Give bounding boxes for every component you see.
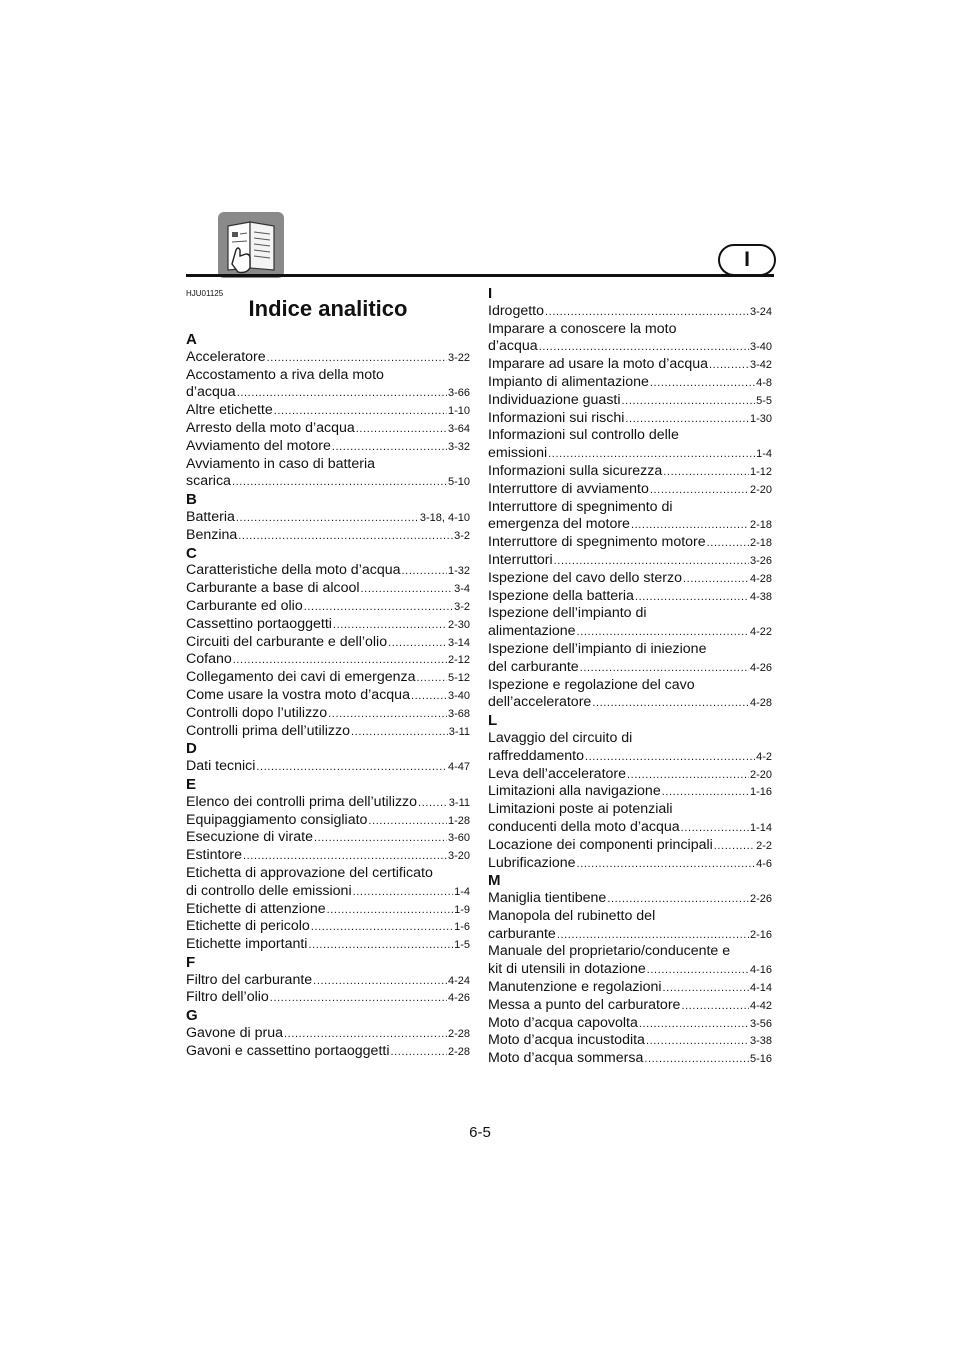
index-entry xyxy=(186,758,470,776)
index-page-ref: 4-26 xyxy=(447,992,470,1005)
index-entry xyxy=(186,829,470,847)
dot-leader xyxy=(308,937,453,955)
index-page-ref: 5-12 xyxy=(447,672,470,685)
dot-leader xyxy=(557,927,749,945)
index-letter-heading: C xyxy=(186,544,197,562)
index-entry-text: Imparare a conoscere la moto xyxy=(488,320,677,337)
index-entry-text: Dati tecnici xyxy=(186,758,256,775)
index-entry-continued xyxy=(186,367,470,385)
dot-leader xyxy=(647,962,749,980)
index-entry xyxy=(488,748,772,766)
index-entry-text: Benzina xyxy=(186,526,238,543)
index-page-ref: 2-18 xyxy=(749,537,772,550)
dot-leader xyxy=(622,393,756,411)
index-entry xyxy=(186,616,470,634)
index-entry-text: Informazioni sui rischi xyxy=(488,409,625,426)
index-letter-heading: G xyxy=(186,1007,198,1025)
index-page-ref: 3-32 xyxy=(447,440,470,453)
index-entry-text: Ispezione dell’impianto di iniezione xyxy=(488,640,707,657)
index-entry-text: Impianto di alimentazione xyxy=(488,373,649,390)
dot-leader xyxy=(650,482,749,500)
index-entry xyxy=(488,979,772,997)
index-entry-continued xyxy=(186,865,470,883)
index-entry-text: Moto d’acqua sommersa xyxy=(488,1050,644,1067)
index-entry-text: Ispezione dell’impianto di xyxy=(488,605,647,622)
index-entry xyxy=(186,901,470,919)
index-entry-text: Maniglia tientibene xyxy=(488,890,607,907)
index-page-ref: 4-2 xyxy=(756,750,772,763)
index-entry-text: Ispezione e regolazione del cavo xyxy=(488,676,695,693)
index-page-ref: 2-18 xyxy=(749,519,772,532)
dot-leader xyxy=(311,919,453,937)
index-entry-continued xyxy=(488,730,772,748)
index-entry-text: Equipaggiamento consigliato xyxy=(186,811,368,828)
index-entry xyxy=(488,1015,772,1033)
index-entry-text: Altre etichette xyxy=(186,402,273,419)
index-entry-continued xyxy=(488,801,772,819)
index-entry xyxy=(488,463,772,481)
index-entry xyxy=(186,402,470,420)
index-page-ref: 4-28 xyxy=(749,572,772,585)
index-page-ref: 3-26 xyxy=(749,554,772,567)
index-page-ref: 2-16 xyxy=(749,928,772,941)
index-entry xyxy=(488,534,772,552)
index-letter-heading: E xyxy=(186,775,197,793)
dot-leader xyxy=(411,688,447,706)
index-entry-text: d’acqua xyxy=(186,384,236,401)
index-entry xyxy=(488,356,772,374)
dot-leader xyxy=(353,884,453,902)
index-entry-text: Lavaggio del circuito di xyxy=(488,729,633,746)
index-entry-text: Locazione dei componenti principali xyxy=(488,836,713,853)
page-title: Indice analitico xyxy=(248,296,408,321)
index-entry xyxy=(488,837,772,855)
index-entry xyxy=(488,392,772,410)
index-entry-text: Informazioni sulla sicurezza xyxy=(488,462,663,479)
dot-leader xyxy=(243,848,447,866)
index-entry-text: Manopola del rubinetto del xyxy=(488,907,656,924)
index-page-ref: 3-18, 4-10 xyxy=(419,511,470,524)
dot-leader xyxy=(232,474,447,492)
index-entry-text: Lubrificazione xyxy=(488,854,576,871)
index-entry-text: Moto d’acqua capovolta xyxy=(488,1014,638,1031)
dot-leader xyxy=(304,599,453,617)
index-page-ref: 2-30 xyxy=(447,618,470,631)
dot-leader xyxy=(356,421,447,439)
index-page-ref: 2-28 xyxy=(447,1045,470,1058)
dot-leader xyxy=(233,652,447,670)
dot-leader xyxy=(548,446,755,464)
index-entry xyxy=(488,570,772,588)
index-page-ref: 3-66 xyxy=(447,387,470,400)
index-entry-text: Esecuzione di virate xyxy=(186,829,313,846)
index-entry-text: alimentazione xyxy=(488,623,576,640)
dot-leader xyxy=(417,670,447,688)
index-page-ref: 1-28 xyxy=(447,814,470,827)
dot-leader xyxy=(267,350,447,368)
index-entry-text: Elenco dei controlli prima dell’utilizzo xyxy=(186,793,418,810)
dot-leader xyxy=(418,795,448,813)
index-entry-text: kit di utensili in dotazione xyxy=(488,961,646,978)
index-letter-heading: B xyxy=(186,491,197,509)
index-page-ref: 4-8 xyxy=(756,376,772,389)
index-column-right xyxy=(488,285,772,1068)
index-entry-continued xyxy=(488,321,772,339)
index-page-ref: 4-26 xyxy=(749,661,772,674)
dot-leader xyxy=(238,528,453,546)
index-entry xyxy=(186,936,470,954)
index-page-ref: 2-28 xyxy=(447,1028,470,1041)
index-page-ref: 2-12 xyxy=(447,654,470,667)
index-entry xyxy=(186,562,470,580)
index-entry xyxy=(186,705,470,723)
dot-leader xyxy=(388,635,447,653)
index-page-ref: 1-32 xyxy=(447,565,470,578)
index-entry-text: Limitazioni poste ai potenziali xyxy=(488,801,673,818)
index-entry xyxy=(488,1032,772,1050)
index-entry-text: Avviamento del motore xyxy=(186,437,331,454)
index-entry-text: Etichetta di approvazione del certificato xyxy=(186,864,433,881)
index-entry-text: Filtro del carburante xyxy=(186,971,313,988)
index-entry xyxy=(488,588,772,606)
index-entry-text: Idrogetto xyxy=(488,302,545,319)
index-entry-text: Circuiti del carburante e dell’olio xyxy=(186,633,388,650)
index-entry xyxy=(186,651,470,669)
index-page-ref: 3-11 xyxy=(448,796,470,809)
index-letter-heading: M xyxy=(488,872,501,890)
index-entry xyxy=(488,1050,772,1068)
index-entry-text: Controlli prima dell’utilizzo xyxy=(186,722,351,739)
index-entry xyxy=(186,723,470,741)
index-entry xyxy=(186,473,470,491)
index-entry xyxy=(488,926,772,944)
dot-leader xyxy=(270,990,447,1008)
index-entry xyxy=(488,481,772,499)
index-page-ref: 3-11 xyxy=(448,725,470,738)
index-entry xyxy=(186,438,470,456)
index-page-ref: 3-14 xyxy=(447,636,470,649)
dot-leader xyxy=(274,403,447,421)
index-entry xyxy=(186,972,470,990)
index-entry-text: conducenti della moto d’acqua xyxy=(488,818,680,835)
index-entry-continued xyxy=(488,908,772,926)
index-page-ref: 4-24 xyxy=(447,974,470,987)
header-rule xyxy=(186,274,774,277)
dot-leader xyxy=(554,553,749,571)
index-entry-text: Carburante ed olio xyxy=(186,597,303,614)
index-page-ref: 1-6 xyxy=(454,921,470,934)
index-entry-text: carburante xyxy=(488,925,556,942)
dot-leader xyxy=(237,385,447,403)
index-entry xyxy=(488,374,772,392)
index-entry-text: Ispezione del cavo dello sterzo xyxy=(488,569,683,586)
index-entry xyxy=(186,812,470,830)
index-entry-text: raffreddamento xyxy=(488,747,584,764)
index-entry-text: Controlli dopo l’utilizzo xyxy=(186,704,328,721)
index-entry-text: Arresto della moto d’acqua xyxy=(186,419,355,436)
index-page-ref: 5-16 xyxy=(749,1053,772,1066)
index-entry xyxy=(488,303,772,321)
index-entry xyxy=(186,527,470,545)
dot-leader xyxy=(539,339,749,357)
index-entry-text: Accostamento a riva della moto xyxy=(186,366,384,383)
index-entry xyxy=(186,687,470,705)
dot-leader xyxy=(580,660,749,678)
index-entry-text: del carburante xyxy=(488,658,579,675)
dot-leader xyxy=(681,820,749,838)
index-entry xyxy=(488,890,772,908)
dot-leader xyxy=(644,1051,749,1069)
index-page-ref: 3-42 xyxy=(749,359,772,372)
index-page-ref: 4-28 xyxy=(749,697,772,710)
index-page-ref: 1-16 xyxy=(749,786,772,799)
index-entry xyxy=(488,997,772,1015)
index-entry-text: Come usare la vostra moto d’acqua xyxy=(186,686,410,703)
index-entry-text: Imparare ad usare la moto d’acqua xyxy=(488,356,709,373)
dot-leader xyxy=(662,784,749,802)
dot-leader xyxy=(361,581,454,599)
section-badge: I xyxy=(718,244,776,276)
index-entry-text: Carburante a base di alcool xyxy=(186,580,360,597)
index-page-ref: 1-9 xyxy=(454,903,470,916)
index-page-ref: 3-56 xyxy=(749,1017,772,1030)
document-code: HJU01125 xyxy=(186,289,224,298)
index-column-left xyxy=(186,331,470,1061)
index-page-ref: 3-4 xyxy=(454,583,470,596)
dot-leader xyxy=(592,695,749,713)
index-entry xyxy=(186,580,470,598)
index-page-ref: 4-6 xyxy=(756,857,772,870)
dot-leader xyxy=(631,517,749,535)
index-page-ref: 5-10 xyxy=(447,476,470,489)
index-page-ref: 3-40 xyxy=(447,689,470,702)
page-number: 6-5 xyxy=(469,1124,491,1141)
index-page-ref: 4-42 xyxy=(749,999,772,1012)
index-page-ref: 3-24 xyxy=(749,305,772,318)
dot-leader xyxy=(663,980,749,998)
index-entry xyxy=(186,669,470,687)
dot-leader xyxy=(314,830,447,848)
index-entry-text: Manuale del proprietario/conducente e xyxy=(488,943,731,960)
index-letter-heading: A xyxy=(186,331,197,348)
dot-leader xyxy=(332,439,447,457)
index-entry xyxy=(488,338,772,356)
index-entry-text: Interruttore di avviamento xyxy=(488,480,649,497)
index-entry xyxy=(488,659,772,677)
index-page-ref: 1-4 xyxy=(454,885,470,898)
index-entry-continued xyxy=(488,605,772,623)
index-page-ref: 4-14 xyxy=(749,982,772,995)
index-entry-text: Etichette di pericolo xyxy=(186,918,310,935)
index-entry xyxy=(488,552,772,570)
index-letter-heading: F xyxy=(186,953,196,971)
dot-leader xyxy=(650,375,755,393)
index-entry xyxy=(488,516,772,534)
index-entry-text: Gavone di prua xyxy=(186,1025,284,1042)
index-entry-text: emissioni xyxy=(488,445,548,462)
index-entry xyxy=(186,1025,470,1043)
dot-leader xyxy=(714,838,755,856)
index-entry-text: Informazioni sul controllo delle xyxy=(488,427,679,444)
index-page-ref: 2-26 xyxy=(749,893,772,906)
index-entry-text: Gavoni e cassettino portaoggetti xyxy=(186,1042,390,1059)
dot-leader xyxy=(577,624,749,642)
index-entry-text: d’acqua xyxy=(488,338,538,355)
index-entry-text: Moto d’acqua incustodita xyxy=(488,1032,645,1049)
dot-leader xyxy=(681,998,749,1016)
index-page-ref: 2-20 xyxy=(749,483,772,496)
index-page-ref: 3-22 xyxy=(447,351,470,364)
index-entry-text: Caratteristiche della moto d’acqua xyxy=(186,562,401,579)
index-page-ref: 2-2 xyxy=(756,839,772,852)
dot-leader xyxy=(328,706,447,724)
index-entry-text: Messa a punto del carburatore xyxy=(488,996,681,1013)
index-entry-text: Interruttori xyxy=(488,551,553,568)
dot-leader xyxy=(646,1033,749,1051)
index-entry-text: Interruttore di spegnimento motore xyxy=(488,534,706,551)
index-entry xyxy=(186,420,470,438)
dot-leader xyxy=(333,617,447,635)
dot-leader xyxy=(390,1044,446,1062)
index-entry xyxy=(488,445,772,463)
dot-leader xyxy=(545,304,749,322)
index-entry xyxy=(186,384,470,402)
dot-leader xyxy=(607,891,749,909)
index-page-ref: 1-4 xyxy=(756,448,772,461)
dot-leader xyxy=(663,464,749,482)
index-entry-text: Ispezione della batteria xyxy=(488,587,634,604)
index-page-ref: 3-2 xyxy=(454,529,470,542)
index-entry-continued xyxy=(488,677,772,695)
index-page-ref: 3-2 xyxy=(454,600,470,613)
dot-leader xyxy=(351,724,448,742)
index-page-ref: 3-60 xyxy=(447,832,470,845)
index-entry-text: Individuazione guasti xyxy=(488,391,621,408)
dot-leader xyxy=(402,563,447,581)
dot-leader xyxy=(639,1016,749,1034)
index-entry-text: Cofano xyxy=(186,651,232,668)
dot-leader xyxy=(256,759,447,777)
index-entry xyxy=(186,883,470,901)
index-entry xyxy=(488,819,772,837)
index-entry-text: Filtro dell’olio xyxy=(186,989,269,1006)
index-page-ref: 1-14 xyxy=(749,821,772,834)
index-letter-heading: L xyxy=(488,712,498,730)
index-entry-text: Estintore xyxy=(186,847,242,864)
manual-reading-hand-icon xyxy=(218,212,284,278)
dot-leader xyxy=(368,813,447,831)
index-page-ref: 4-22 xyxy=(749,626,772,639)
index-entry xyxy=(186,918,470,936)
index-entry xyxy=(488,855,772,873)
index-entry xyxy=(488,961,772,979)
index-entry-text: Avviamento in caso di batteria xyxy=(186,455,376,472)
index-entry-text: Etichette importanti xyxy=(186,936,308,953)
dot-leader xyxy=(577,856,756,874)
index-entry-text: Leva dell’acceleratore xyxy=(488,765,627,782)
index-page-ref: 4-16 xyxy=(749,964,772,977)
index-entry xyxy=(488,694,772,712)
index-entry-text: Collegamento dei cavi di emergenza xyxy=(186,669,416,686)
index-entry-text: Limitazioni alla navigazione xyxy=(488,783,661,800)
dot-leader xyxy=(313,973,447,991)
index-page-ref: 3-38 xyxy=(749,1035,772,1048)
index-entry-continued xyxy=(488,427,772,445)
index-entry xyxy=(186,634,470,652)
index-letter-heading: I xyxy=(488,285,493,302)
index-entry-continued xyxy=(488,499,772,517)
index-entry xyxy=(186,509,470,527)
index-entry xyxy=(488,783,772,801)
index-page-ref: 3-20 xyxy=(447,850,470,863)
index-entry-text: Acceleratore xyxy=(186,348,266,365)
index-entry-text: di controllo delle emissioni xyxy=(186,882,352,899)
dot-leader xyxy=(625,411,749,429)
index-page-ref: 3-68 xyxy=(447,707,470,720)
index-entry-text: emergenza del motore xyxy=(488,516,630,533)
index-entry xyxy=(488,410,772,428)
index-entry xyxy=(186,598,470,616)
index-page-ref: 4-38 xyxy=(749,590,772,603)
index-entry xyxy=(186,989,470,1007)
index-page-ref: 1-5 xyxy=(454,939,470,952)
index-entry-continued xyxy=(488,943,772,961)
dot-leader xyxy=(683,571,749,589)
index-entry xyxy=(186,847,470,865)
index-entry xyxy=(488,766,772,784)
index-page-ref: 2-20 xyxy=(749,768,772,781)
index-page-ref: 4-47 xyxy=(447,761,470,774)
index-entry xyxy=(186,794,470,812)
index-entry-text: dell’acceleratore xyxy=(488,694,592,711)
index-entry-text: scarica xyxy=(186,473,231,490)
index-page-ref: 3-40 xyxy=(749,341,772,354)
dot-leader xyxy=(707,535,749,553)
index-entry-text: Etichette di attenzione xyxy=(186,900,326,917)
dot-leader xyxy=(635,589,749,607)
index-entry-text: Batteria xyxy=(186,508,235,525)
dot-leader xyxy=(284,1026,447,1044)
dot-leader xyxy=(327,902,453,920)
index-entry xyxy=(186,349,470,367)
dot-leader xyxy=(627,767,749,785)
index-page-ref: 1-12 xyxy=(749,465,772,478)
dot-leader xyxy=(585,749,755,767)
index-entry-continued xyxy=(186,456,470,474)
index-page-ref: 1-10 xyxy=(447,405,470,418)
dot-leader xyxy=(709,357,749,375)
index-entry-text: Manutenzione e regolazioni xyxy=(488,979,662,996)
index-page-ref: 1-30 xyxy=(749,412,772,425)
dot-leader xyxy=(236,510,419,528)
index-letter-heading: D xyxy=(186,740,197,758)
index-entry xyxy=(186,1043,470,1061)
index-entry xyxy=(488,623,772,641)
index-entry-text: Interruttore di spegnimento di xyxy=(488,498,673,515)
index-page-ref: 3-64 xyxy=(447,422,470,435)
index-entry-continued xyxy=(488,641,772,659)
index-entry-text: Cassettino portaoggetti xyxy=(186,615,332,632)
index-page-ref: 5-5 xyxy=(756,394,772,407)
